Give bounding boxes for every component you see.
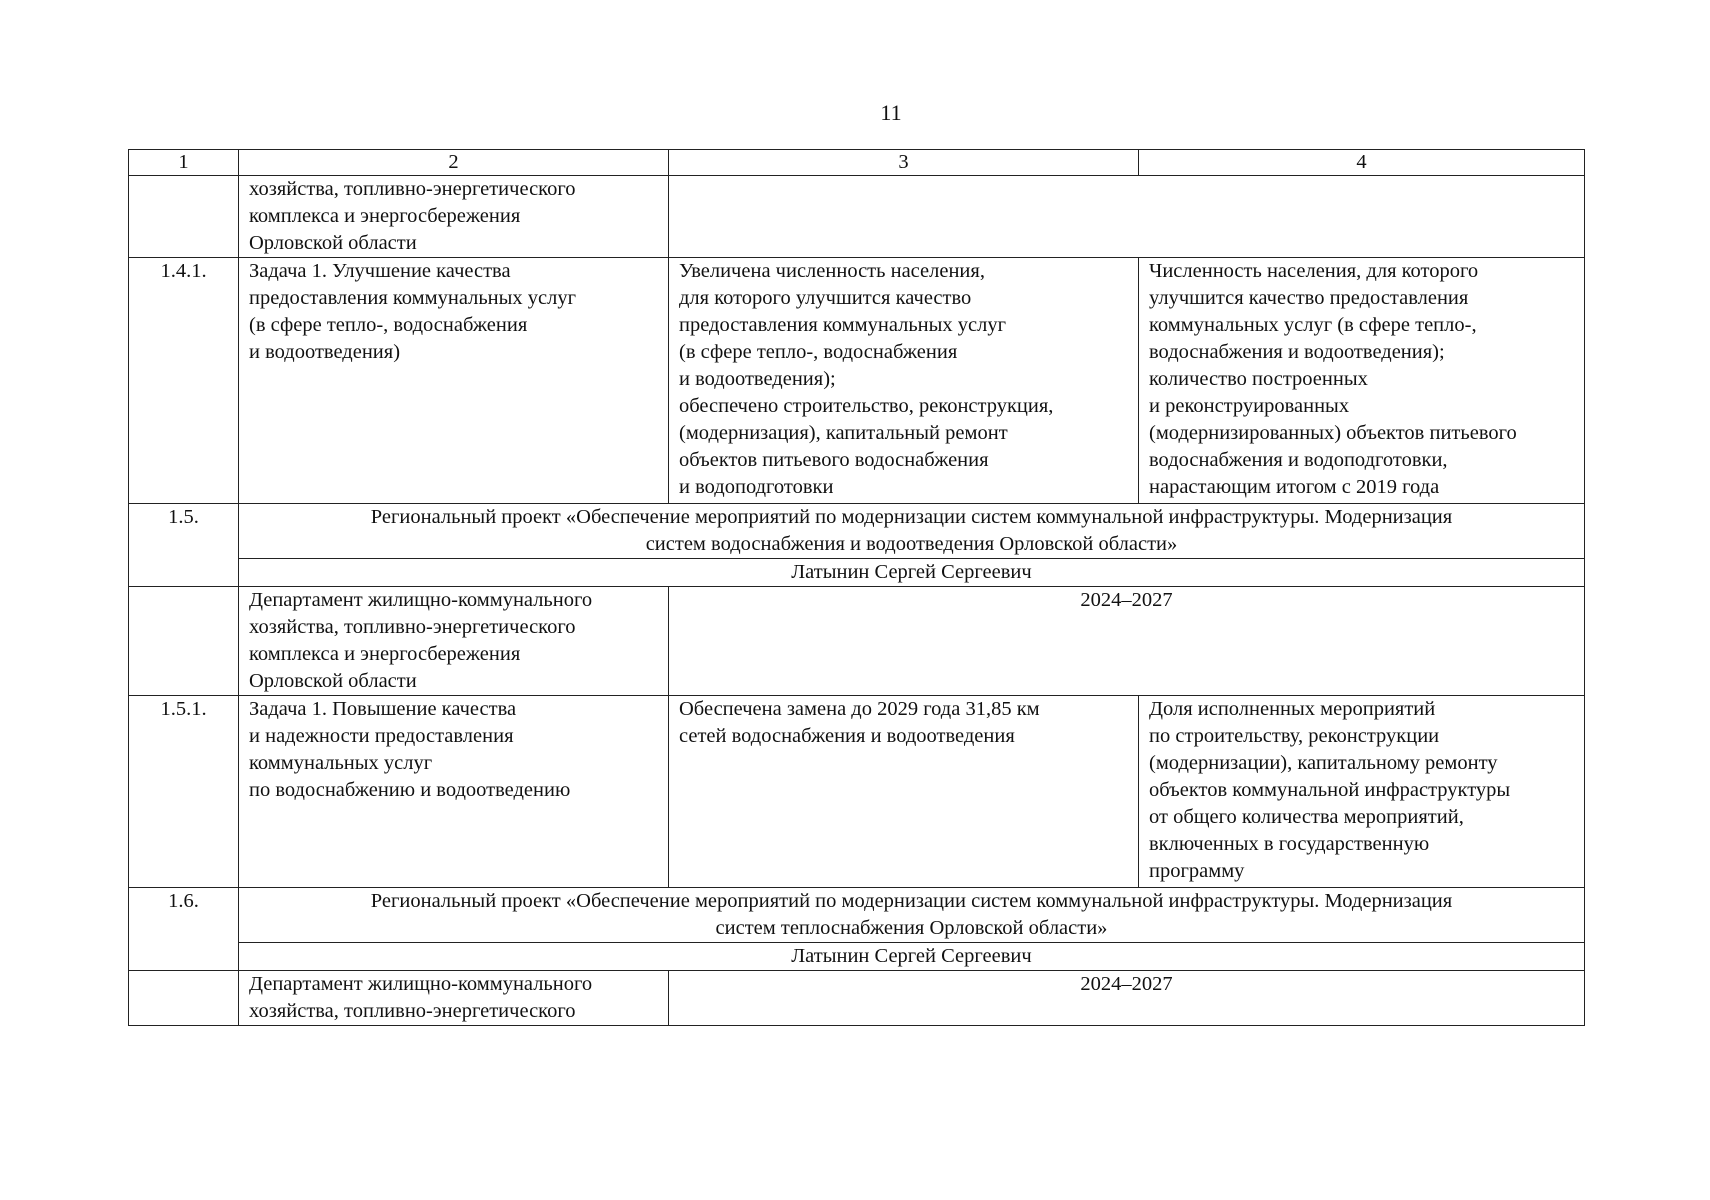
implementation-period: 2024–2027	[669, 971, 1585, 1026]
table-row	[129, 888, 1585, 943]
page-number: 11	[880, 100, 902, 125]
header-col-1: 1	[129, 150, 239, 176]
header-col-2: 2	[239, 150, 669, 176]
project-curator: Латынин Сергей Сергеевич	[239, 943, 1585, 971]
regional-project-title: Региональный проект «Обеспечение мероприятий по модернизации систем коммунальной инфраструктуры. Модернизация систем теплоснабжения Орловской области»	[239, 888, 1585, 943]
task-description: Задача 1. Повышение качества и надежности предоставления коммунальных услуг по водоснабжению и водоотведению	[239, 696, 669, 888]
table-row	[129, 176, 1585, 258]
row-number: 1.4.1.	[129, 258, 239, 504]
row-number: 1.5.	[129, 504, 239, 587]
row-number	[129, 176, 239, 258]
row-number: 1.6.	[129, 888, 239, 971]
header-col-4: 4	[1139, 150, 1585, 176]
table-row	[129, 258, 1585, 504]
header-col-3: 3	[669, 150, 1139, 176]
responsible-department: хозяйства, топливно-энергетического комплекса и энергосбережения Орловской области	[239, 176, 669, 258]
responsible-department: Департамент жилищно-коммунального хозяйства, топливно-энергетического комплекса и энергосбережения Орловской области	[239, 587, 669, 696]
task-description: Задача 1. Улучшение качества предоставления коммунальных услуг (в сфере тепло-, водоснабжения и водоотведения)	[239, 258, 669, 504]
table-row	[129, 943, 1585, 971]
project-curator: Латынин Сергей Сергеевич	[239, 559, 1585, 587]
row-number	[129, 971, 239, 1026]
expected-result: Обеспечена замена до 2029 года 31,85 км сетей водоснабжения и водоотведения	[669, 696, 1139, 888]
table-row	[129, 696, 1585, 888]
regional-project-title: Региональный проект «Обеспечение мероприятий по модернизации систем коммунальной инфраструктуры. Модернизация систем водоснабжения и водоотведения Орловской области»	[239, 504, 1585, 559]
row-number: 1.5.1.	[129, 696, 239, 888]
row-number	[129, 587, 239, 696]
table-row	[129, 559, 1585, 587]
indicator-description: Доля исполненных мероприятий по строительству, реконструкции (модернизации), капитальному ремонту объектов коммунальной инфраструктуры от общего количества мероприятий, включенных в государственную программу	[1139, 696, 1585, 888]
responsible-department: Департамент жилищно-коммунального хозяйства, топливно-энергетического	[239, 971, 669, 1026]
indicator-description: Численность населения, для которого улучшится качество предоставления коммунальных услуг (в сфере тепло-, водоснабжения и водоотведения); количество построенных и реконструированных (модернизированных) объектов питьевого водоснабжения и водоподготовки, нарастающим итогом с 2019 года	[1139, 258, 1585, 504]
expected-result: Увеличена численность населения, для которого улучшится качество предоставления коммунальных услуг (в сфере тепло-, водоснабжения и водоотведения); обеспечено строительство, реконструкция, (модернизация), капитальный ремонт объектов питьевого водоснабжения и водоподготовки	[669, 258, 1139, 504]
table-header-row	[129, 150, 1585, 176]
table-row	[129, 971, 1585, 1026]
implementation-period: 2024–2027	[669, 587, 1585, 696]
table-row	[129, 504, 1585, 559]
empty-cell	[669, 176, 1585, 258]
table-row	[129, 587, 1585, 696]
program-table	[128, 149, 1585, 1026]
